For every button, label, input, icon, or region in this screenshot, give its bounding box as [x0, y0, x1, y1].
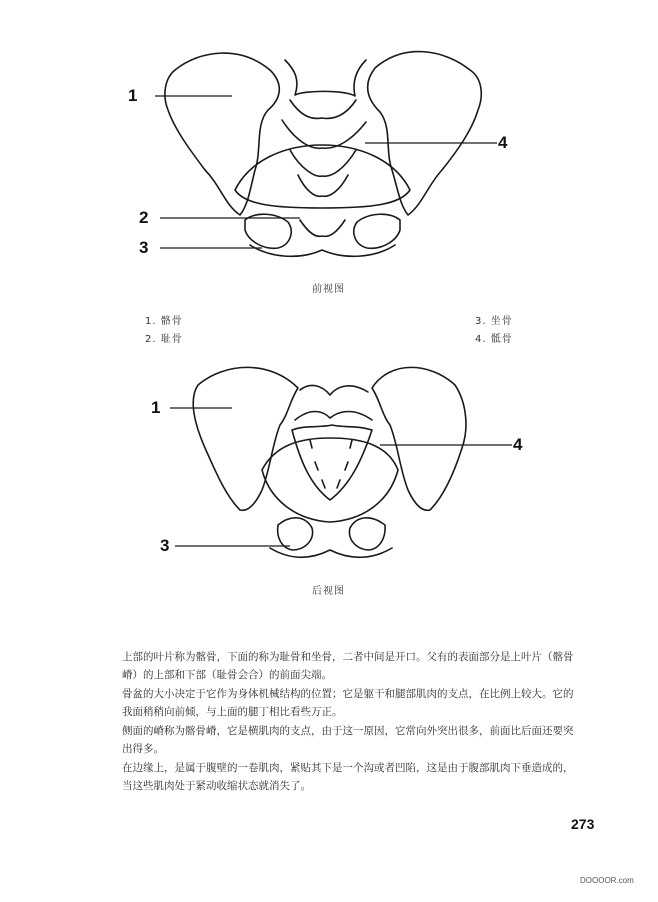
- front-label-3: 3: [139, 238, 149, 257]
- page-number: 273: [571, 816, 595, 832]
- paragraph-1: 上部的叶片称为髂骨，下面的称为耻骨和坐骨，二者中间是开口。父有的表面部分是上叶片（髂骨嵴）的上部和下部（耻骨会合）的前面尖端。: [122, 651, 574, 681]
- legend-item-1: 1. 骼骨: [145, 316, 183, 327]
- body-text: [122, 648, 582, 796]
- paragraph-4: 在边缘上，是属于腹壁的一卷肌肉，紧贴其下是一个沟或者凹陷，这是由于腹部肌肉下垂造成的，当这些肌肉处于紧动收缩状态就消失了。: [122, 762, 574, 792]
- front-label-2: 2: [139, 208, 149, 227]
- back-view-caption: 后视图: [312, 586, 345, 597]
- back-label-4: 4: [513, 435, 523, 454]
- front-label-4: 4: [498, 133, 508, 152]
- back-label-1: 1: [151, 398, 161, 417]
- legend-item-2: 2. 耻骨: [145, 334, 183, 345]
- paragraph-3: 侧面的嵴称为髂骨嵴，它是横肌肉的支点，由于这一原因，它常向外突出很多，前面比后面还要突出得多。: [122, 725, 574, 755]
- watermark: DOOOOR.com: [580, 876, 634, 885]
- back-label-3: 3: [160, 536, 170, 555]
- front-label-1: 1: [128, 86, 138, 105]
- legend-item-3: 3. 坐骨: [475, 316, 513, 327]
- front-view-caption: 前视图: [312, 284, 345, 295]
- paragraph-2: 骨盆的大小决定于它作为身体机械结构的位置；它是躯干和腿部肌肉的支点，在比例上较大。它的我面稍稍向前倾，与上面的腿丁相比看些万正。: [122, 688, 574, 718]
- legend-item-4: 4. 骶骨: [475, 334, 513, 345]
